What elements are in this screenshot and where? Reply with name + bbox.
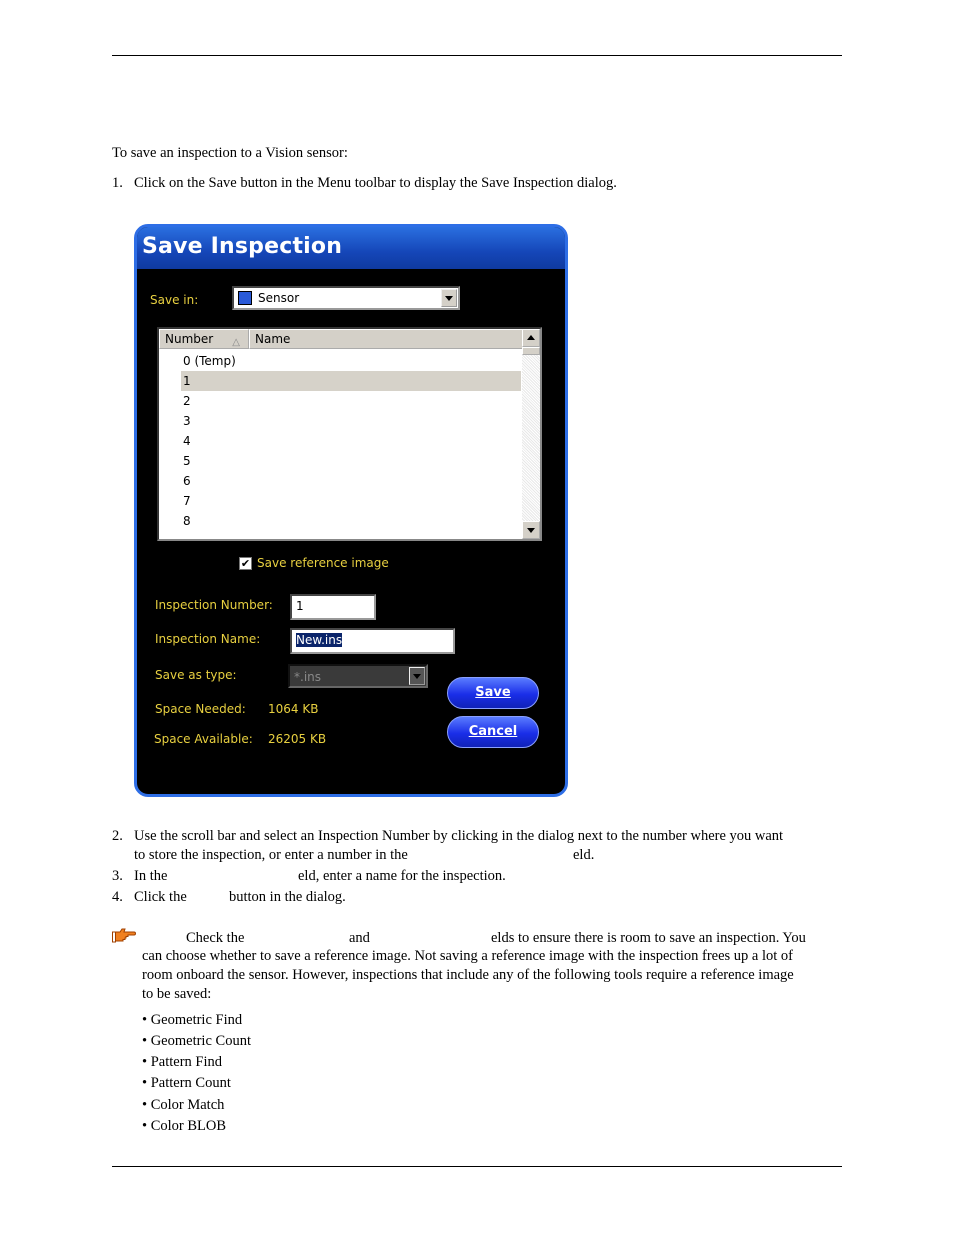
note-line1-c: elds to ensure there is room to save an inspection. You: [491, 930, 806, 946]
inspection-name-value: New.ins: [296, 633, 343, 647]
list-item[interactable]: 5: [183, 454, 191, 468]
save-type-value: *.ins: [294, 670, 322, 684]
step-3-b: eld, enter a name for the inspection.: [298, 868, 506, 884]
space-available-label: Space Available:: [154, 732, 253, 746]
note-line1-b: and: [349, 930, 370, 946]
step-4-a: Click the: [134, 889, 187, 905]
dialog-title: Save Inspection: [142, 234, 343, 259]
tool-list-item: • Pattern Find: [142, 1054, 222, 1070]
save-inspection-dialog: [134, 224, 568, 797]
space-needed-value: 1064 KB: [268, 702, 319, 716]
note-line1-a: Check the: [186, 930, 245, 946]
step-3-a: In the: [134, 868, 168, 884]
tool-list-item: • Color BLOB: [142, 1118, 227, 1134]
save-in-dropdown[interactable]: [232, 286, 460, 310]
note-line2: can choose whether to save a reference image. Not saving a reference image with the inspection frees up a lot of: [142, 948, 794, 964]
save-in-value: Sensor: [258, 291, 300, 305]
list-item[interactable]: 2: [183, 394, 191, 408]
scroll-down-icon[interactable]: [522, 521, 540, 539]
bottom-rule: [112, 1166, 842, 1167]
step-3-number: 3.: [112, 868, 123, 884]
inspection-number-label: Inspection Number:: [155, 598, 273, 612]
space-needed-label: Space Needed:: [155, 702, 246, 716]
sort-arrow-icon: △: [232, 337, 240, 348]
tool-list-item: • Geometric Find: [142, 1012, 243, 1028]
scroll-up-icon[interactable]: [522, 329, 540, 347]
tool-list-item: • Color Match: [142, 1097, 225, 1113]
space-available-value: 26205 KB: [268, 732, 327, 746]
save-type-dropdown[interactable]: [288, 664, 428, 688]
sensor-icon: [238, 291, 252, 305]
note-line4: to be saved:: [142, 986, 212, 1002]
step-1-text: Click on the Save button in the Menu toolbar to display the Save Inspection dialog.: [134, 175, 617, 191]
column-name-label: Name: [255, 332, 291, 346]
pointing-hand-icon: [112, 926, 136, 944]
top-rule: [112, 55, 842, 56]
save-reference-checkbox[interactable]: ✔: [240, 557, 251, 570]
chevron-down-icon[interactable]: [409, 667, 425, 685]
list-item[interactable]: 3: [183, 414, 191, 428]
dialog-title-bar: [137, 227, 565, 269]
list-item[interactable]: 8: [183, 514, 191, 528]
intro-text: To save an inspection to a Vision sensor:: [112, 145, 348, 161]
step-2-number: 2.: [112, 828, 123, 844]
step-4-b: button in the dialog.: [229, 889, 346, 905]
scroll-thumb[interactable]: [522, 347, 540, 355]
step-2-line2b: eld.: [573, 847, 595, 863]
tool-list-item: • Geometric Count: [142, 1033, 251, 1049]
column-number-label: Number: [165, 332, 214, 346]
note-line3: room onboard the sensor. However, inspections that include any of the following tools require a reference image: [142, 967, 794, 983]
cancel-button[interactable]: Cancel: [447, 716, 539, 748]
save-type-label: Save as type:: [155, 668, 237, 682]
list-item[interactable]: 6: [183, 474, 191, 488]
tool-list-item: • Pattern Count: [142, 1075, 231, 1091]
step-2-line1: Use the scroll bar and select an Inspection Number by clicking in the dialog next to the number where you want: [134, 828, 784, 844]
list-scrollbar[interactable]: [522, 329, 540, 539]
column-header-name[interactable]: [249, 329, 524, 349]
list-item[interactable]: 7: [183, 494, 191, 508]
inspection-number-field[interactable]: 1: [290, 594, 376, 620]
step-4-number: 4.: [112, 889, 123, 905]
step-1-number: 1.: [112, 175, 123, 191]
save-in-label: Save in:: [150, 293, 199, 307]
inspection-name-label: Inspection Name:: [155, 632, 261, 646]
save-reference-label: Save reference image: [257, 556, 389, 570]
column-header-number[interactable]: [159, 329, 249, 349]
list-item[interactable]: 0 (Temp): [183, 354, 236, 368]
inspection-list[interactable]: [157, 327, 542, 541]
step-2-line2a: to store the inspection, or enter a number in the: [134, 847, 408, 863]
list-item-selected[interactable]: 1: [181, 371, 521, 391]
inspection-name-field[interactable]: [290, 628, 455, 654]
chevron-down-icon[interactable]: [441, 289, 457, 307]
save-button[interactable]: Save: [447, 677, 539, 709]
list-item[interactable]: 4: [183, 434, 191, 448]
